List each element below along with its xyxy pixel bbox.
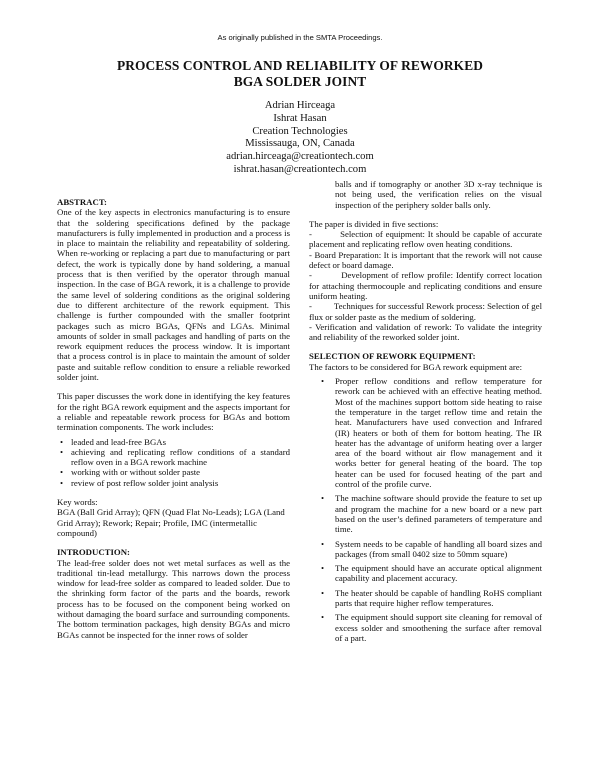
list-item: • review of post reflow solder joint analysis [60, 477, 219, 488]
list-item: - Verification and validation of rework: To validate the integrity and reliability of the reworked solder joint. [309, 321, 542, 343]
abstract-paragraph-2: This paper discusses the work done in identifying the key features for the right BGA rework equipment and the aspects important for a reliable and repeatable rework process for BGAs and bottom termination components. The work includes: [57, 391, 290, 433]
bullet-icon: • [60, 477, 64, 488]
author-location: Mississauga, ON, Canada [245, 138, 355, 150]
left-column [57, 197, 290, 640]
list-item: • The equipment should have an accurate optical alignment capability and placement accuracy. [321, 563, 542, 584]
selection-heading: SELECTION OF REWORK EQUIPMENT: [309, 351, 476, 362]
bullet-icon: • [60, 436, 64, 447]
bullet-icon: • [321, 587, 325, 598]
paper-title [60, 58, 540, 90]
abstract-heading: ABSTRACT: [57, 197, 107, 207]
author-affiliation: Creation Technologies [252, 125, 348, 137]
keywords-text: BGA (Ball Grid Array); QFN (Quad Flat No-Leads); LGA (Land Grid Array); Rework; Repair; Profile, IMC (intermetallic compound) [57, 507, 285, 538]
bullet-icon: • [321, 538, 325, 549]
author-block [150, 100, 450, 177]
keywords-label: Key words: [57, 497, 98, 508]
list-item: • The heater should be capable of handling RoHS compliant parts that require higher reflow temperatures. [321, 587, 542, 608]
author-email-1: adrian.hirceaga@creationtech.com [226, 151, 374, 163]
bullet-icon: • [60, 467, 64, 478]
bullet-icon: • [321, 612, 325, 623]
sections-intro: The paper is divided in five sections: [309, 218, 439, 229]
selection-intro: The factors to be considered for BGA rework equipment are: [309, 361, 523, 372]
list-item: • achieving and replicating reflow conditions of a standard reflow oven in a BGA rework machine [60, 446, 290, 468]
author-email-2: ishrat.hasan@creationtech.com [233, 163, 367, 175]
bullet-icon: • [60, 446, 64, 457]
abstract-bullet-list [57, 437, 290, 488]
bullet-icon: • [321, 376, 325, 387]
abstract-paragraph-1: One of the key aspects in electronics manufacturing is to ensure that the soldering specifications defined by the package manufacturers is fully implemented in production and a process is in place to maintain the reliability and repeatability of soldering. When re-working or replacing a part due to manufacturing or part defect, the work is typically done by hand soldering, a manual process that is then verified by the operator through manual inspection. In the case of BGA rework, it is a challenge to provide the same level of soldering conditions as the original soldering due to different architecture of the rework equipment. This challenge is further compounded with the smaller footprint packages such as micro BGAs, QFNs and LGAs. Minimal amounts of solder in small packages and handling of parts on the rework equipment reduces the process window. It is important that a process control is in place to maintain the amount of solder paste and suitable reflow condition to ensure a reliable reworked solder joint. [57, 207, 290, 383]
title-line-1: PROCESS CONTROL AND RELIABILITY OF REWORKED [116, 58, 484, 73]
list-item: • Proper reflow conditions and reflow temperature for rework can be achieved with an effective heating method. Most of the machines support bottom side heating to raise the temperature in the target reflow time and retain the heat. Manufacturers have used convection and Infrared (IR) heaters or both of them for bottom heating. The IR heater has the advantage of uniform heating over a larger area of the board without air flow management and it works better for general heating of the board. The top heater can be used for focused heating of the part and control of the profile curve. [321, 376, 542, 490]
list-item: • System needs to be capable of handling all board sizes and packages (from small 0402 size to 50mm square) [321, 538, 542, 559]
list-item: • The machine software should provide the feature to set up and program the machine for a new board or a new part based on the user’s defined parameters of temperature and time. [321, 493, 542, 535]
list-item: • working with or without solder paste [60, 467, 201, 478]
list-item: • leaded and lead-free BGAs [60, 436, 166, 447]
proceedings-note: As originally published in the SMTA Proceedings. [217, 33, 383, 42]
sections-list [309, 229, 542, 342]
author-name-2: Ishrat Hasan [273, 112, 327, 124]
title-line-2: BGA SOLDER JOINT [233, 74, 367, 89]
list-item: • The equipment should support site cleaning for removal of excess solder and smoothening the surface after removal of a part. [321, 612, 542, 643]
bullet-icon: • [321, 493, 325, 504]
list-item: - Selection of equipment: It should be capable of accurate placement and replicating reflow oven heating conditions. [309, 229, 542, 250]
author-name-1: Adrian Hirceaga [264, 100, 336, 111]
list-item: - Board Preparation: It is important that the rework will not cause defect or board damage. [309, 249, 542, 271]
list-item: - Development of reflow profile: Identify correct location for attaching thermocouple and replicating conditions and ensure uniform heating. [309, 270, 542, 301]
introduction-paragraph-continued: balls and if tomography or another 3D x-ray technique is not being used, the verification relies on the visual inspection of the periphery solder balls only. [335, 179, 542, 210]
right-column [309, 179, 542, 647]
introduction-paragraph: The lead-free solder does not wet metal surfaces as well as the traditional tin-lead metallurgy. This narrows down the process window for lead-free solder as compared to leaded solder. Due to the shrinking form factor of the parts and the boards, rework process has to be focused on the component being worked on without damaging the board surface and surrounding components. The bottom termination packages, high density BGAs and micro BGAs cannot be inspected for the inner rows of solder [57, 557, 290, 640]
selection-bullet-list [309, 376, 542, 643]
introduction-heading: INTRODUCTION: [57, 547, 130, 558]
list-item: - Techniques for successful Rework process: Selection of gel flux or solder paste as the medium of soldering. [309, 301, 542, 322]
bullet-icon: • [321, 563, 325, 574]
